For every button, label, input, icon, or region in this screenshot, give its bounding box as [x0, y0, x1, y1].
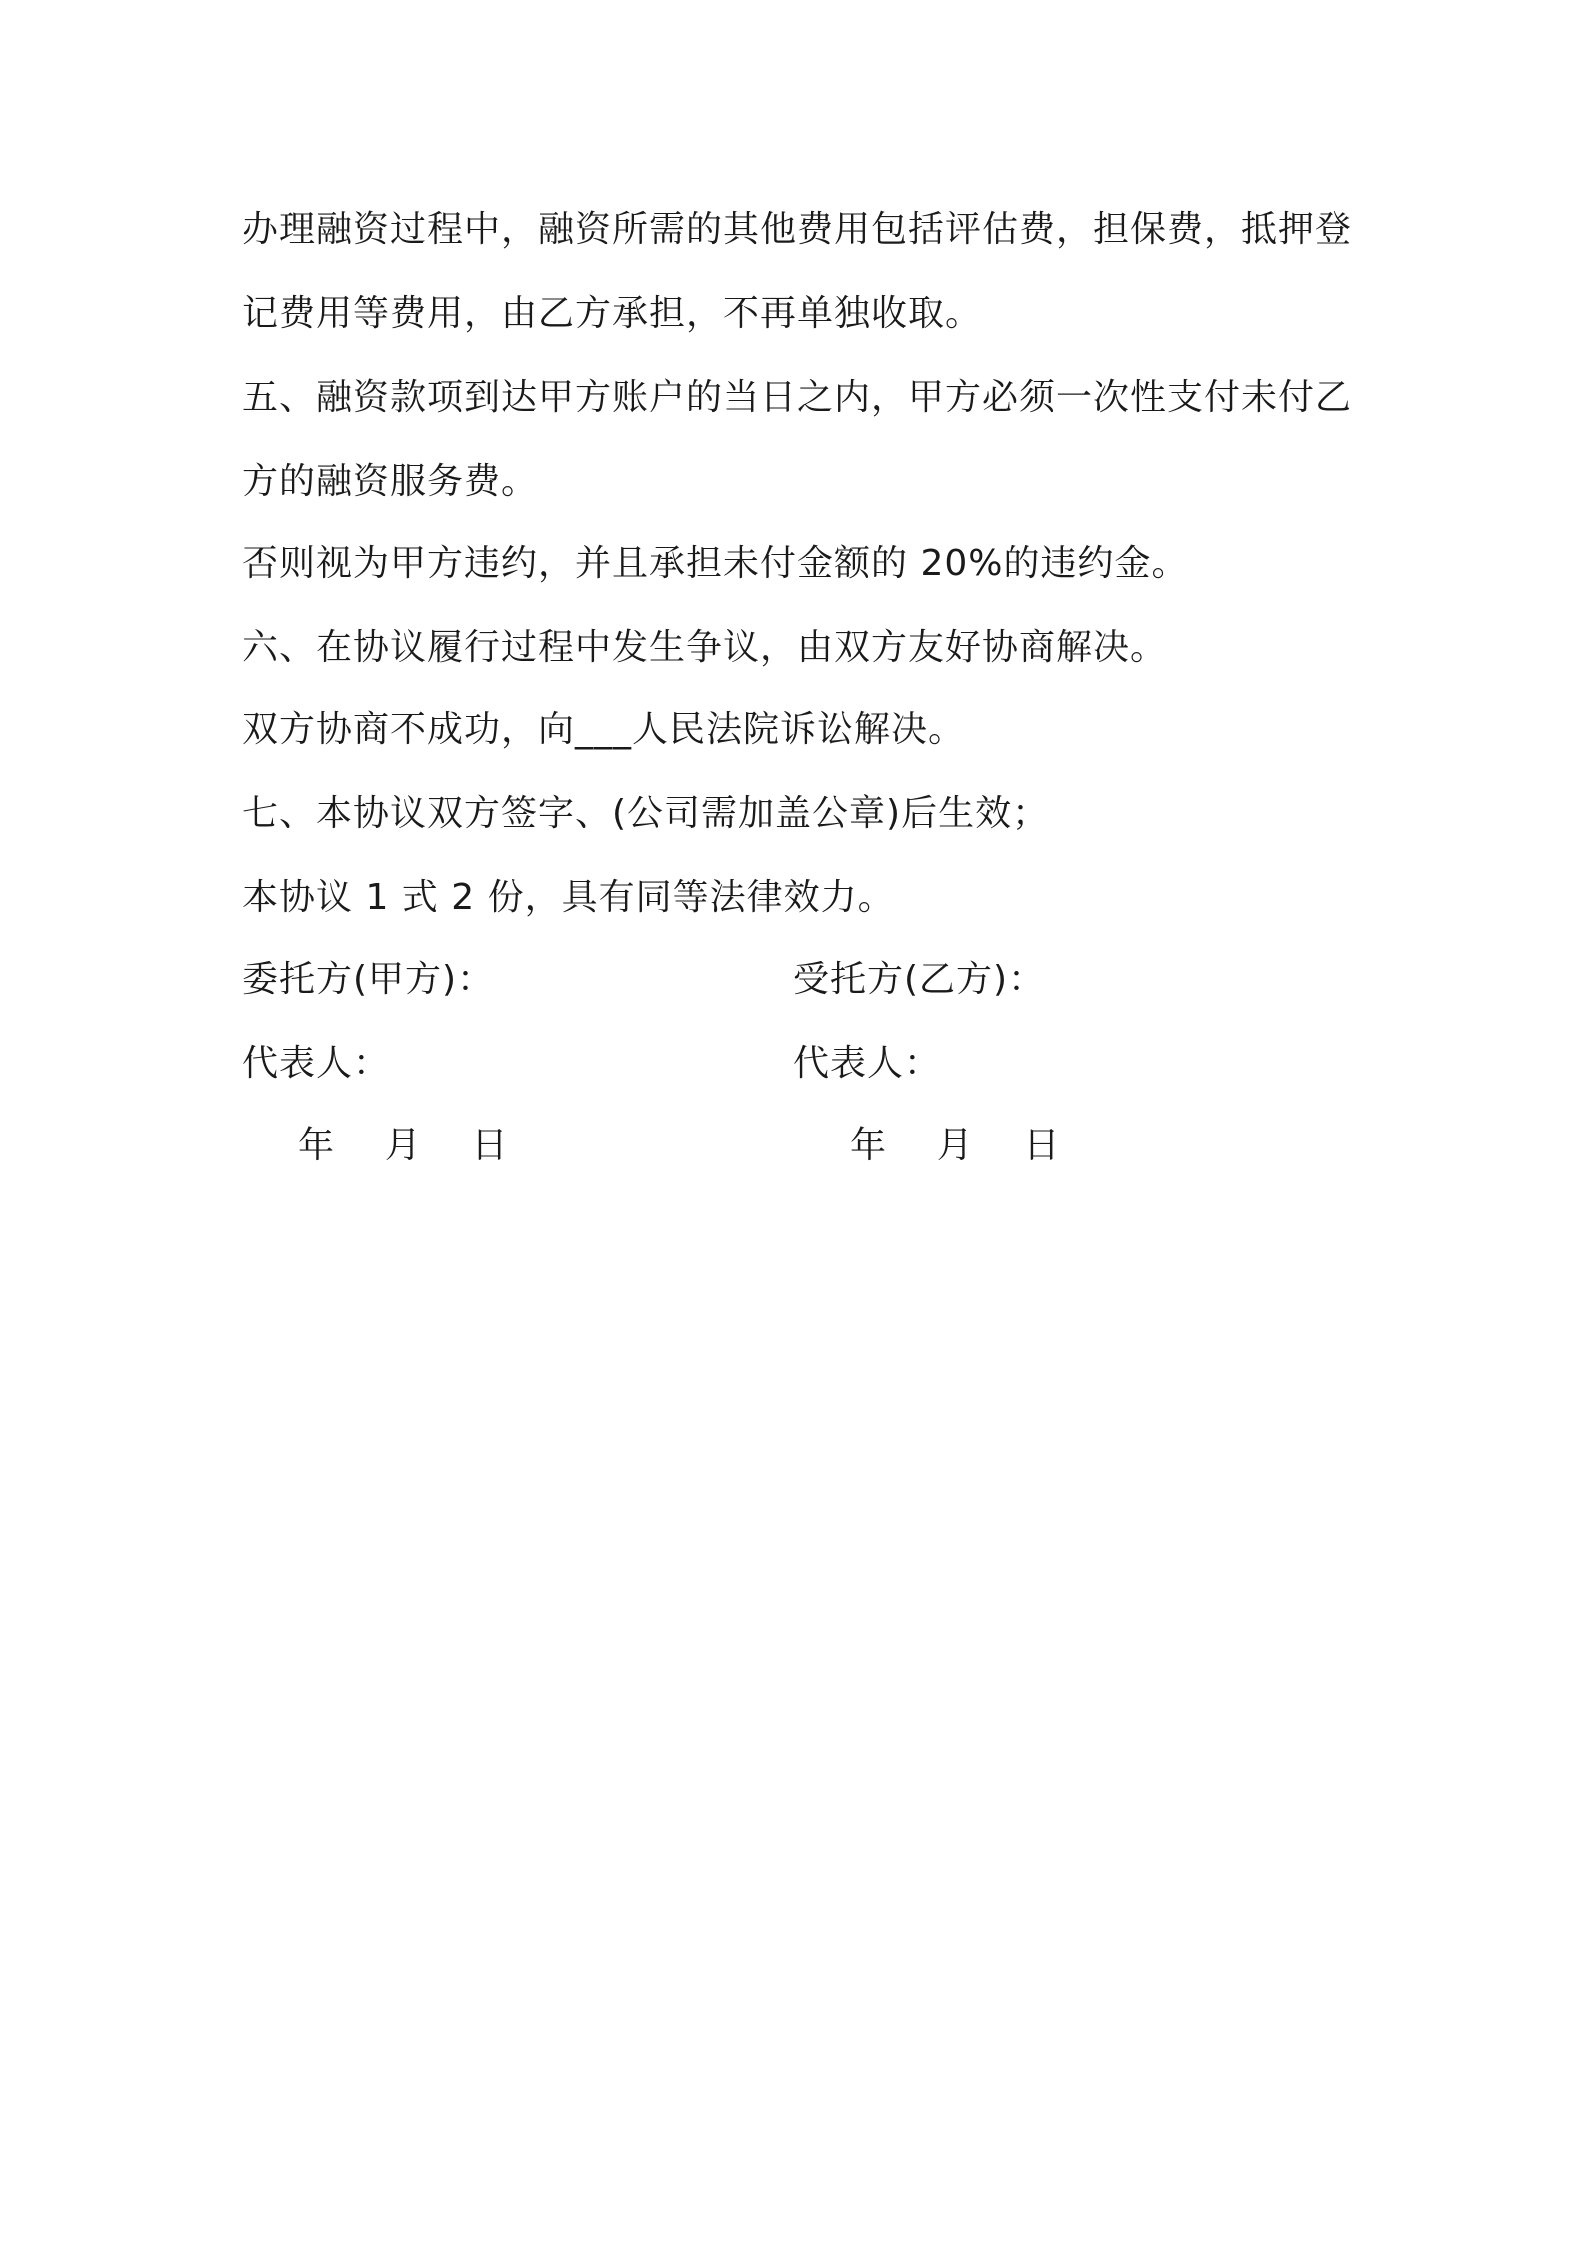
clause-five-line-2: 方的融资服务费。 [242, 461, 539, 502]
paragraph-line-1: 办理融资过程中，融资所需的其他费用包括评估费，担保费，抵押登 [242, 209, 1353, 250]
penalty-line: 否则视为甲方违约，并且承担未付金额的 20%的违约金。 [242, 543, 1189, 584]
copies-line: 本协议 1 式 2 份，具有同等法律效力。 [242, 877, 895, 918]
party-b-label: 受托方(乙方)： [793, 959, 1046, 1000]
paragraph-line-2: 记费用等费用，由乙方承担，不再单独收取。 [242, 293, 983, 334]
clause-five-line-1: 五、融资款项到达甲方账户的当日之内，甲方必须一次性支付未付乙 [242, 377, 1353, 418]
representative-a-label: 代表人： [242, 1043, 391, 1084]
party-a-label: 委托方(甲方)： [242, 959, 495, 1000]
clause-seven-line: 七、本协议双方签字、(公司需加盖公章)后生效； [242, 793, 1050, 834]
representative-b-label: 代表人： [793, 1043, 942, 1084]
court-line: 双方协商不成功，向___人民法院诉讼解决。 [242, 709, 966, 750]
date-a: 年 月 日 [298, 1125, 509, 1166]
date-b: 年 月 日 [850, 1125, 1061, 1166]
clause-six-line: 六、在协议履行过程中发生争议，由双方友好协商解决。 [242, 627, 1168, 668]
